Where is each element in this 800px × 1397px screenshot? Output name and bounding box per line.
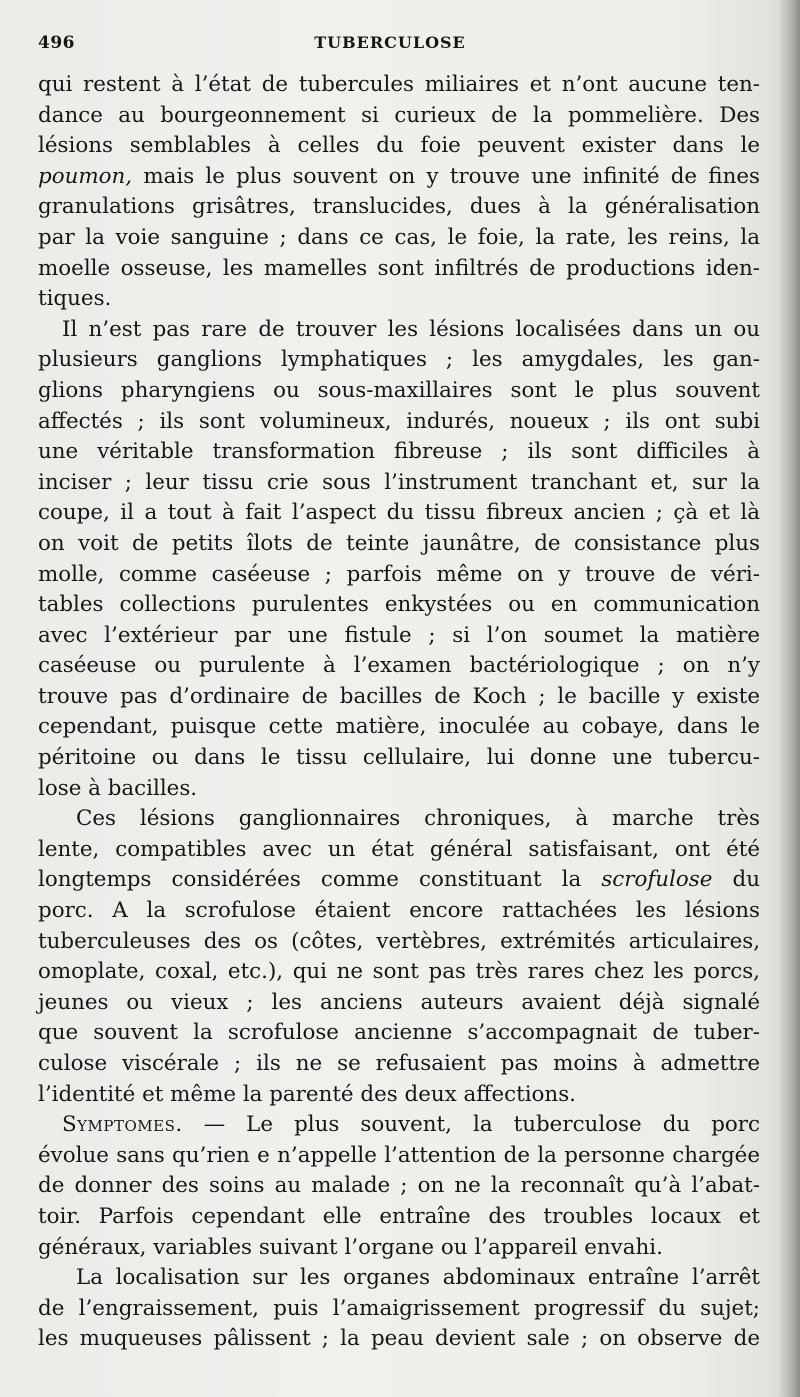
text-line: par la voie sanguine ; dans ce cas, le foie, la rate, les reins, la	[38, 224, 760, 250]
text-line: lente, compatibles avec un état général satisfaisant, ont été	[38, 836, 760, 862]
text-line: dance au bourgeonnement si curieux de la pommelière. Des	[38, 102, 760, 128]
text-line: lésions semblables à celles du foie peuvent exister dans le	[38, 133, 760, 159]
section-heading: Symptomes.	[62, 1112, 183, 1138]
text-line: de l’engraissement, puis l’amaigrissement progressif du sujet;	[38, 1295, 760, 1321]
text-line: moelle osseuse, les mamelles sont infiltrés de productions iden-	[38, 255, 760, 281]
text-line: omoplate, coxal, etc.), qui ne sont pas très rares chez les porcs,	[38, 959, 760, 985]
page-spine-shadow	[778, 0, 800, 1397]
text-line: qui restent à l’état de tubercules miliaires et n’ont aucune ten-	[38, 72, 760, 97]
text-line: inciser ; leur tissu crie sous l’instrument tranchant et, sur la	[38, 469, 760, 495]
text-line: affectés ; ils sont volumineux, indurés, noueux ; ils ont subi	[38, 408, 760, 434]
text-line: de donner des soins au malade ; on ne la reconnaît qu’à l’abat-	[38, 1173, 760, 1199]
text-line: les muqueuses pâlissent ; la peau devient sale ; on observe de	[38, 1326, 760, 1352]
page-number: 496	[38, 33, 75, 53]
text-line: cependant, puisque cette matière, inoculée au cobaye, dans le	[38, 714, 760, 740]
body-text	[38, 70, 760, 1355]
italic-term: scrofulose	[601, 867, 713, 893]
text-line: Ces lésions ganglionnaires chroniques, à marche très	[76, 806, 760, 832]
text-run: — Le plus souvent, la tuberculose du porc	[182, 1112, 760, 1138]
text-line: lose à bacilles.	[38, 775, 198, 801]
header-title: TUBERCULOSE	[314, 33, 466, 52]
text-line: généraux, variables suivant l’organe ou l’appareil envahi.	[38, 1234, 663, 1260]
text-line: que souvent la scrofulose ancienne s’accompagnait de tuber-	[38, 1020, 760, 1046]
text-line: péritoine ou dans le tissu cellulaire, lui donne une tubercu-	[38, 745, 760, 771]
text-line: porc. A la scrofulose étaient encore rattachées les lésions	[38, 898, 760, 924]
text-line: jeunes ou vieux ; les anciens auteurs avaient déjà signalé	[38, 989, 760, 1015]
text-line: tuberculeuses des os (côtes, vertèbres, extrémités articulaires,	[38, 928, 760, 954]
text-line: tables collections purulentes enkystées ou en communication	[38, 592, 760, 618]
text-line: Il n’est pas rare de trouver les lésions localisées dans un ou	[62, 316, 760, 342]
text-line: caséeuse ou purulente à l’examen bactériologique ; on n’y	[38, 653, 760, 679]
text-line: granulations grisâtres, translucides, dues à la généralisation	[38, 194, 760, 220]
text-line: coupe, il a tout à fait l’aspect du tissu fibreux ancien ; çà et là	[38, 500, 760, 526]
text-run: du	[712, 867, 760, 893]
text-line: toir. Parfois cependant elle entraîne des troubles locaux et	[38, 1203, 760, 1229]
text-line: molle, comme caséeuse ; parfois même on y trouve de véri-	[38, 561, 760, 587]
text-line: l’identité et même la parenté des deux affections.	[38, 1081, 576, 1107]
text-line: évolue sans qu’rien e n’appelle l’attention de la personne chargée	[38, 1142, 760, 1168]
text-run: longtemps considérées comme constituant la	[38, 867, 602, 893]
text-line: trouve pas d’ordinaire de bacilles de Koch ; le bacille y existe	[38, 683, 760, 709]
running-head	[30, 31, 750, 57]
text-line: culose viscérale ; ils ne se refusaient pas moins à admettre	[38, 1051, 760, 1076]
text-line: glions pharyngiens ou sous-maxillaires sont le plus souvent	[38, 377, 760, 403]
text-line: avec l’extérieur par une fistule ; si l’on soumet la matière	[38, 622, 760, 648]
text-line: plusieurs ganglions lymphatiques ; les amygdales, les gan-	[38, 347, 760, 373]
text-line: une véritable transformation fibreuse ; ils sont difficiles à	[38, 439, 760, 465]
text-line	[38, 1110, 760, 1141]
text-line: La localisation sur les organes abdominaux entraîne l’arrêt	[76, 1265, 760, 1291]
text-line: on voit de petits îlots de teinte jaunâtre, de consistance plus	[38, 530, 760, 556]
italic-term: poumon,	[38, 163, 133, 189]
text-run: mais le plus souvent on y trouve une infinité de fines	[132, 163, 760, 189]
text-line	[38, 865, 760, 896]
text-line	[38, 162, 760, 193]
text-line: tiques.	[38, 286, 112, 312]
